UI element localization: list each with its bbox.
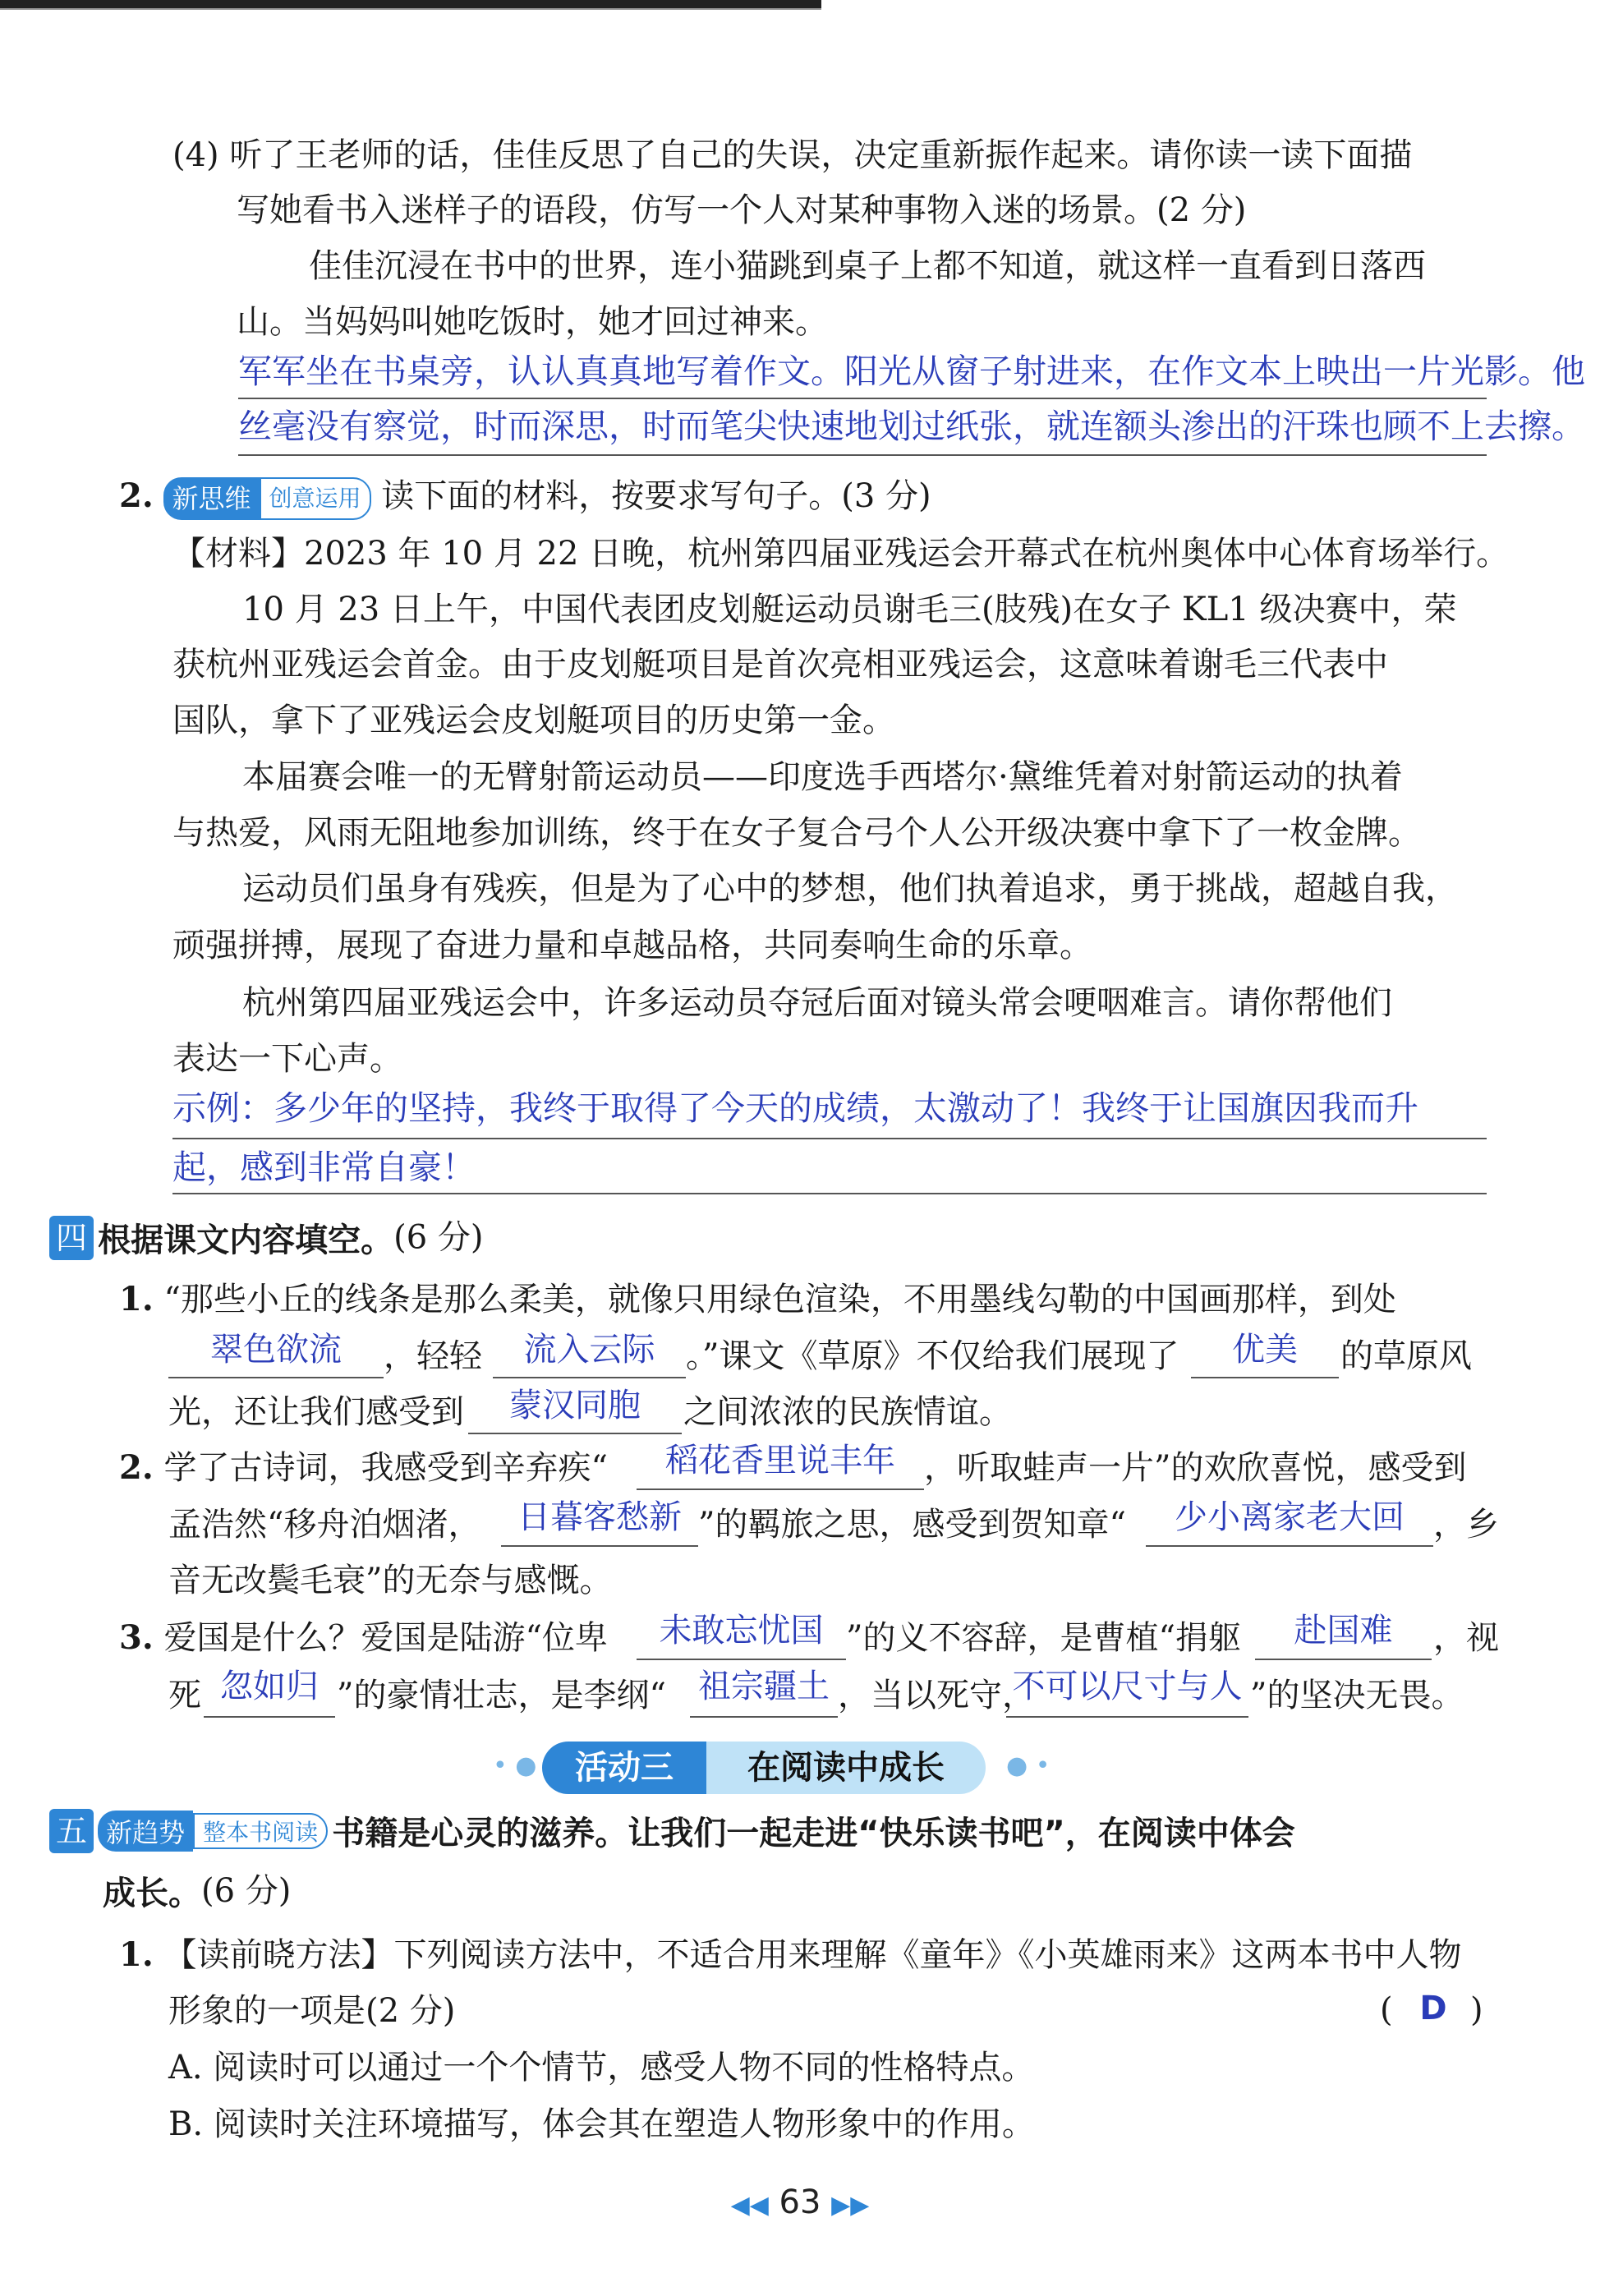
s5-q1-line1 — [119, 1935, 1461, 1975]
section4-header — [49, 1214, 483, 1261]
s4-i1-text4: 的草原风 — [1340, 1337, 1472, 1375]
s4-i3-answer5: 不可以尺寸与人 — [1012, 1668, 1243, 1705]
q4-answer-rule1 — [238, 398, 1487, 399]
s4-i2-blank1 — [637, 1488, 924, 1490]
s4-i1-line1 — [119, 1280, 1396, 1319]
section5-title-line2-wrap — [103, 1871, 291, 1913]
s4-i3-blank5 — [1006, 1716, 1248, 1718]
q2-answer-line1: 示例：多少年的坚持，我终于取得了今天的成绩，太激动了！我终于让国旗因我而升 — [172, 1088, 1418, 1128]
s4-i1-text3: 。”课文《草原》不仅给我们展现了 — [686, 1337, 1179, 1375]
section5-title-line2: 成长。 — [103, 1875, 201, 1912]
section5-header — [49, 1807, 1295, 1854]
q2-header — [119, 476, 931, 520]
s5-q1-text1: 【读前晓方法】下列阅读方法中，不适合用来理解《童年》《小英雄雨来》这两本书中人物 — [163, 1936, 1462, 1974]
q2-material-7: 运动员们虽身有残疾，但是为了心中的梦想，他们执着追求，勇于挑战，超越自我， — [242, 870, 1458, 908]
s5-q1-option-a: A. 阅读时可以通过一个个情节，感受人物不同的性格特点。 — [168, 2049, 1035, 2087]
s4-i3-text1: 爱国是什么？爱国是陆游“位卑 — [163, 1619, 608, 1657]
s4-i1-answer1: 翠色欲流 — [210, 1331, 342, 1369]
s4-i3-answer3: 忽如归 — [220, 1668, 319, 1705]
s4-i3-line1 — [119, 1618, 608, 1658]
s4-i3-text6: ，当以死守， — [838, 1677, 1035, 1714]
banner-dots-right: ● • — [1006, 1751, 1051, 1780]
section5-badge: 五 — [49, 1809, 94, 1853]
section5-tag-trend: 新趋势 — [98, 1811, 193, 1852]
s4-i1-number: 1. — [119, 1280, 154, 1318]
q4-passage-line2: 山。当妈妈叫她吃饭时，她才回过神来。 — [237, 303, 828, 341]
q2-material-2: 10 月 23 日上午，中国代表团皮划艇运动员谢毛三(肢残)在女子 KL1 级决赛中，荣 — [242, 591, 1457, 628]
s4-i1-text1: “那些小丘的线条是那么柔美，就像只用绿色渲染，不用墨线勾勒的中国画那样，到处 — [163, 1281, 1396, 1318]
s4-i1-text6: 之间浓浓的民族情谊。 — [683, 1393, 1012, 1431]
q2-tag-new-thinking: 新思维 — [163, 477, 259, 520]
s5-q1-answer: D — [1419, 1990, 1447, 2027]
s5-q1-text2: 形象的一项是(2 分) — [168, 1992, 456, 2030]
top-border — [0, 0, 821, 8]
q2-number: 2. — [119, 476, 154, 515]
page-footer — [0, 2183, 1600, 2221]
s4-i3-number: 3. — [119, 1618, 154, 1657]
q2-material-3: 获杭州亚残运会首金。由于皮划艇项目是首次亮相亚残运会，这意味着谢毛三代表中 — [172, 646, 1388, 683]
q2-material-5: 本届赛会唯一的无臂射箭运动员——印度选手西塔尔·黛维凭着对射箭运动的执着 — [242, 758, 1403, 796]
q2-material-8: 顽强拼搏，展现了奋进力量和卓越品格，共同奏响生命的乐章。 — [172, 927, 1092, 964]
activity-title: 在阅读中成长 — [706, 1742, 986, 1794]
s5-q1-option-b: B. 阅读时关注环境描写，体会其在塑造人物形象中的作用。 — [168, 2105, 1035, 2143]
s4-i1-blank2 — [493, 1377, 686, 1378]
s4-i1-blank1 — [168, 1377, 384, 1378]
s4-i2-text4: ”的羁旅之思，感受到贺知章“ — [698, 1506, 1126, 1544]
s5-q1-answer-paren-right: ) — [1470, 1991, 1483, 2029]
s4-i3-blank4 — [690, 1716, 838, 1718]
s4-i1-text2: ，轻轻 — [384, 1337, 482, 1375]
section5-title-line1: 书籍是心灵的滋养。让我们一起走进“快乐读书吧”，在阅读中体会 — [332, 1815, 1295, 1852]
s4-i1-answer4: 蒙汉同胞 — [509, 1387, 641, 1424]
s4-i2-blank2 — [501, 1545, 698, 1547]
q2-prompt: 读下面的材料，按要求写句子。(3 分) — [381, 477, 931, 515]
s4-i2-text3: 孟浩然“移舟泊烟渚， — [168, 1506, 481, 1544]
activity-banner — [542, 1742, 1002, 1794]
s4-i1-blank3 — [1191, 1377, 1339, 1378]
top-border-thin — [0, 8, 821, 10]
s4-i1-text5: 光，还让我们感受到 — [168, 1393, 464, 1431]
s4-i2-number: 2. — [119, 1448, 154, 1487]
s4-i3-text7: ”的坚决无畏。 — [1250, 1677, 1464, 1714]
q2-answer-line2: 起，感到非常自豪！ — [172, 1148, 476, 1187]
q4-line1: (4) 听了王老师的话，佳佳反思了自己的失误，决定重新振作起来。请你读一读下面描 — [172, 136, 1413, 174]
q2-answer-rule1 — [172, 1138, 1487, 1139]
section4-badge: 四 — [49, 1216, 94, 1260]
next-arrows-icon: ▶▶ — [831, 2191, 870, 2220]
s4-i3-text5: ”的豪情壮志，是李纲“ — [337, 1677, 666, 1714]
q4-answer-line2: 丝毫没有察觉，时而深思，时而笔尖快速地划过纸张，就连额头渗出的汗珠也顾不上去擦。 — [238, 407, 1585, 446]
prev-arrows-icon: ◀◀ — [730, 2191, 769, 2220]
s4-i2-answer3: 少小离家老大回 — [1175, 1498, 1405, 1536]
q4-answer-line1: 军军坐在书桌旁，认认真真地写着作文。阳光从窗子射进来，在作文本上映出一片光影。他 — [238, 352, 1585, 391]
s4-i3-blank3 — [204, 1716, 335, 1718]
q2-material-4: 国队，拿下了亚残运会皮划艇项目的历史第一金。 — [172, 702, 895, 739]
s4-i3-answer4: 祖宗疆土 — [698, 1668, 830, 1705]
q4-answer-rule2 — [238, 454, 1487, 456]
s4-i3-text4: 死 — [168, 1677, 201, 1714]
s4-i1-answer2: 流入云际 — [523, 1331, 655, 1369]
banner-dots-left: • ● — [493, 1751, 537, 1780]
s4-i3-text3: ，视 — [1433, 1619, 1499, 1657]
s4-i1-blank4 — [468, 1433, 682, 1434]
s4-i1-answer3: 优美 — [1232, 1331, 1298, 1369]
s4-i2-blank3 — [1146, 1545, 1433, 1547]
s4-i3-blank1 — [637, 1659, 846, 1660]
s5-q1-number: 1. — [119, 1935, 154, 1974]
s4-i3-text2: ”的义不容辞，是曹植“捐躯 — [846, 1619, 1241, 1657]
q2-task-1: 杭州第四届亚残运会中，许多运动员夺冠后面对镜头常会哽咽难言。请你帮他们 — [242, 984, 1392, 1022]
s4-i3-answer2: 赴国难 — [1294, 1612, 1393, 1650]
activity-label: 活动三 — [542, 1742, 706, 1794]
s5-q1-answer-paren-left: ( — [1380, 1991, 1393, 2029]
section4-title: 根据课文内容填空。 — [98, 1222, 394, 1259]
q2-material-1: 【材料】2023 年 10 月 22 日晚，杭州第四届亚残运会开幕式在杭州奥体中心体育场举行。 — [172, 535, 1510, 573]
s4-i2-line1 — [119, 1448, 608, 1488]
s4-i2-text6: 音无改鬓毛衰”的无奈与感慨。 — [168, 1562, 613, 1599]
s4-i2-text1: 学了古诗词，我感受到辛弃疾“ — [163, 1449, 608, 1487]
q4-passage-line1: 佳佳沉浸在书中的世界，连小猫跳到桌子上都不知道，就这样一直看到日落西 — [309, 247, 1426, 285]
s4-i2-text5: ，乡 — [1433, 1506, 1499, 1544]
s4-i3-blank2 — [1255, 1659, 1432, 1660]
s4-i3-answer1: 未敢忘忧国 — [659, 1612, 824, 1650]
section4-score: (6 分) — [393, 1218, 484, 1257]
section5-tag-whole-book: 整本书阅读 — [193, 1813, 328, 1849]
page-number: 63 — [779, 2183, 821, 2221]
q2-answer-rule2 — [172, 1193, 1487, 1194]
q2-material-6: 与热爱，风雨无阻地参加训练，终于在女子复合弓个人公开级决赛中拿下了一枚金牌。 — [172, 814, 1421, 852]
q2-tag-creative: 创意运用 — [260, 477, 371, 520]
s4-i2-answer2: 日暮客愁新 — [517, 1498, 682, 1536]
section5-score: (6 分) — [201, 1872, 292, 1910]
s4-i2-text2: ，听取蛙声一片”的欢欣喜悦，感受到 — [924, 1449, 1467, 1487]
s4-i2-answer1: 稻花香里说丰年 — [665, 1442, 895, 1479]
q2-task-2: 表达一下心声。 — [172, 1040, 402, 1078]
q4-line2: 写她看书入迷样子的语段，仿写一个人对某种事物入迷的场景。(2 分) — [237, 191, 1247, 229]
